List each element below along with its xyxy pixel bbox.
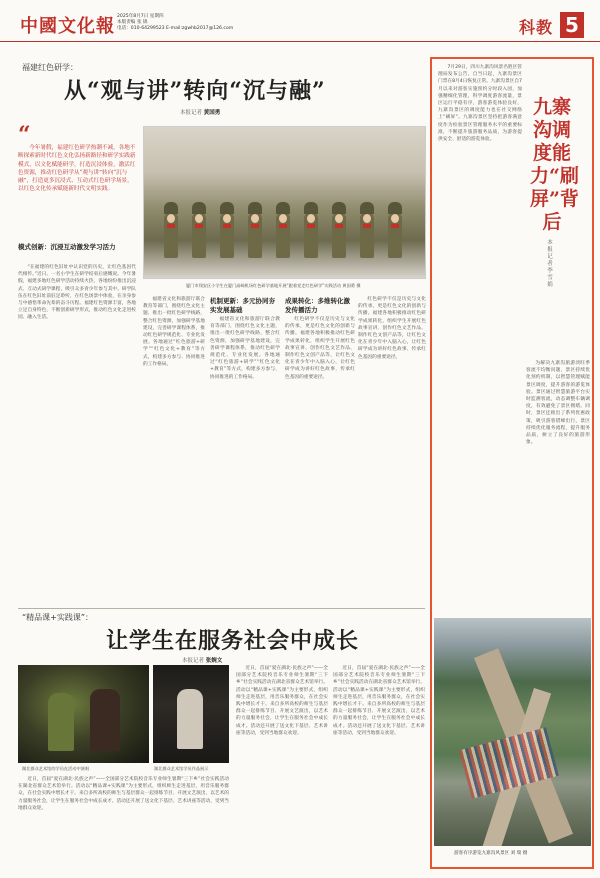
article1-body-1b: 福建省文化和旅游厅联合教育等部门，围绕红色文化主题，推出一批红色研学线路，整合红色资源，加强研学基地建设，完善研学课程体系，推动红色研学规范化、专业化发展。各地通过“红色旅游+研学”“红色文化+教育”等方式，构建多方参与、协同推进的工作格局。: [143, 297, 205, 367]
article1-subhead-1: 模式创新：沉浸互动激发学习活力: [18, 243, 116, 251]
article1-photo: [143, 126, 426, 279]
article3-body-mid: 为解决九寨沟旅游淡旺季客流不均衡问题，景区持续优化预约机制，以智慧管理赋能景区调度，提升游客的游览体验。景区通过智慧旅游平台实时监测客流，动态调整车辆调度，有效避免了景区拥堵。同时，景区还推出了系列优惠政策，吸引游客错峰出行，景区持续优化服务流程，提升服务品质，树立了良好的旅游形象。: [526, 361, 590, 446]
byline-prefix: 本报记者: [182, 658, 205, 664]
byline-name: 黄国勇: [203, 110, 221, 116]
article1-body-3: 红色研学不仅是历史与文化的传承，更是红色文化的创新与传播。福建各地积极推动红色研学成果转化，组织学生开展红色故事宣讲、创作红色文艺作品、制作红色文创产品等，让红色文化在青少年中入脑入心，让红色研学成为讲好红色故事、传承红色基因的重要途径。: [285, 317, 355, 380]
quote-mark-icon: “: [18, 122, 31, 148]
article1-byline: [180, 108, 220, 116]
article2-photo-b: [153, 665, 229, 763]
article1-kicker: 福建红色研学：: [22, 63, 78, 72]
article1-photo-caption: 厦门市翔安区小学生在厦门高崎机场红色研学基地开展“跟着党走红色研学”实践活动 黄国勇 摄: [186, 283, 361, 288]
article1-body-1: “在福建的红色旧址中认识党的历史，让红色基因代代相传。”近日，一名小学生在研学结束后感慨说。今年暑假，福建多地红色研学活动持续火热，各地纷纷推出沉浸式、互动式研学课程，吸引众多青少年参与其中。研学队伍在红色旧址前驻足聆听，在红色场景中体验，在亲身参与中感悟革命先辈的奋斗历程。福建红色资源丰富，各地立足自身特色，不断创新研学形式，推动红色文化走进校园、融入生活。: [18, 265, 136, 321]
article3-title: 九寨沟调度能力“刷屏”背后: [530, 96, 579, 233]
issue-date: 2025年8月7日 星期四: [117, 14, 164, 19]
page-editor: 本版责编 张 锦: [117, 20, 148, 26]
article2-body-a: 近日，首届“爱在湖北·民族之声”——全国部分艺术院校音乐专业师生暑期“三下乡”社会实践活动在湖北省群众艺术馆举行。活动以“精品课+实践课”为主要形式，组织师生走进基层，用音乐服务群众，在社会实践中增长才干。来自多所高校的师生与基层群众一起排练节目、开展文艺演出，以艺术的力量服务社会，让学生在服务社会中成长成才。活动还开展了送文化下基层、艺术讲座等活动，受到当地群众欢迎。: [18, 777, 229, 811]
article3-photo-caption: 游客有序游览九寨沟风景区 刘 瑞 摄: [454, 851, 528, 856]
byline-name: 李雪娟: [547, 268, 553, 288]
section-divider: [18, 608, 425, 609]
masthead: [0, 0, 600, 42]
article2-photo-a-caption: 湖北群众艺术馆的学员在活动中演唱: [22, 766, 90, 771]
article2-photo-b-caption: 湖北群众艺术馆学员作品展示: [154, 766, 209, 771]
article3-byline: [545, 240, 555, 289]
masthead-info: [117, 14, 233, 33]
article2-byline: [182, 656, 222, 664]
page-number: 5: [560, 12, 584, 38]
article1-subhead-3: 成果转化：多维转化激发传播活力: [285, 297, 350, 314]
article1-headline: 从“观与讲”转向“沉与融”: [64, 78, 326, 104]
article3-body-top: 7月29日，四川九寨沟风景名胜区管理局发布公告，自当日起，九寨沟景区门票在8月4日恢复正常。九寨沟景区自7月以来对游客实施预约分时段入园，加强精细化管理，科学调度游客流量，景区运行平稳有序，游客游览体验良好，九寨沟景区的调度能力也在社交网络上“刷屏”。九寨沟景区坚持把游客满意度作为检验景区管理服务水平的重要标准，不断提升旅游服务品质，为游客提供安全、舒适的游览体验。: [438, 65, 522, 143]
byline-prefix: 本报记者: [547, 240, 553, 267]
article2-body-b: 近日，首届“爱在湖北·民族之声”——全国部分艺术院校音乐专业师生暑期“三下乡”社会实践活动在湖北省群众艺术馆举行。活动以“精品课+实践课”为主要形式，组织师生走进基层，用音乐服务群众，在社会实践中增长才干。来自多所高校的师生与基层群众一起排练节目、开展文艺演出，以艺术的力量服务社会，让学生在服务社会中成长成才。活动还开展了送文化下基层、艺术讲座等活动，受到当地群众欢迎。: [236, 666, 328, 736]
byline-prefix: 本报记者: [180, 110, 203, 116]
article1-summary: [18, 122, 136, 238]
article2-photo-a: [18, 665, 149, 763]
article1-body-3b: 红色研学不仅是历史与文化的传承，更是红色文化的创新与传播。福建各地积极推动红色研学成果转化，组织学生开展红色故事宣讲、创作红色文艺作品、制作红色文创产品等，让红色文化在青少年中入脑入心，让红色研学成为讲好红色故事、传承红色基因的重要途径。: [358, 297, 426, 360]
article3-photo: [434, 618, 591, 846]
contact-info: 电话：010-64299523 E-mail:zgwhb2017@126.com: [117, 26, 234, 32]
section-name: 科教: [519, 18, 554, 37]
newspaper-logo: 中國文化報: [20, 16, 115, 37]
article2-kicker: “精品课+实践课”：: [22, 613, 93, 622]
byline-name: 张婉文: [205, 658, 223, 664]
article2-headline: 让学生在服务社会中成长: [106, 628, 360, 654]
summary-text: 今年暑假，福建红色研学热潮不减，各地不断探索新时代红色文化弘扬新路径和研学实践新模式，以文化赋能研学，打造沉浸体验，激活红色资源，推动红色研学从“观与讲”转向“沉与融”，打造更多沉浸式、互动式红色研学场景，以红色文化传承赋能新时代文明实践。: [18, 145, 136, 193]
article1-subhead-2: 机制更新：多元协同夯实发展基础: [210, 297, 275, 314]
article1-body-2: 福建省文化和旅游厅联合教育等部门，围绕红色文化主题，推出一批红色研学线路，整合红色资源，加强研学基地建设，完善研学课程体系，推动红色研学规范化、专业化发展。各地通过“红色旅游+研学”“红色文化+教育”等方式，构建多方参与、协同推进的工作格局。: [210, 317, 280, 380]
article2-body-c: 近日，首届“爱在湖北·民族之声”——全国部分艺术院校音乐专业师生暑期“三下乡”社会实践活动在湖北省群众艺术馆举行。活动以“精品课+实践课”为主要形式，组织师生走进基层，用音乐服务群众，在社会实践中增长才干。来自多所高校的师生与基层群众一起排练节目、开展文艺演出，以艺术的力量服务社会，让学生在服务社会中成长成才。活动还开展了送文化下基层、艺术讲座等活动，受到当地群众欢迎。: [333, 666, 425, 736]
